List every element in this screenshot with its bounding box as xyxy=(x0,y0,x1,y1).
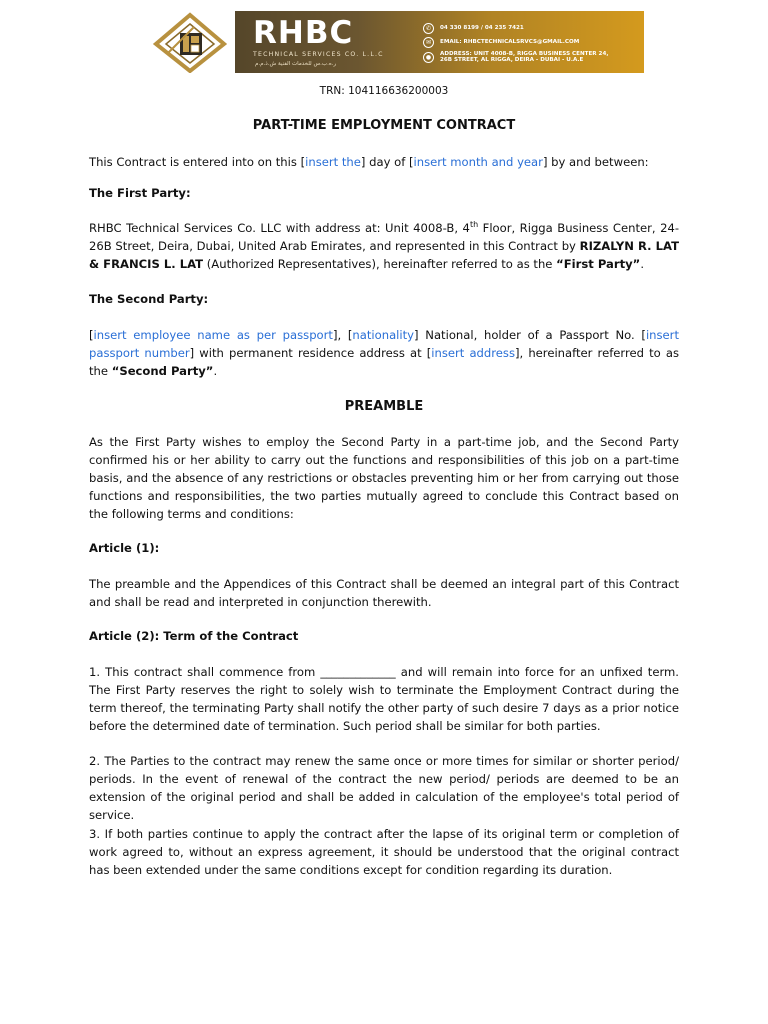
letterhead xyxy=(150,11,644,73)
phone-icon: ✆ xyxy=(423,23,434,34)
article-1-heading: Article (1): xyxy=(89,541,160,555)
email-icon: ✉ xyxy=(423,37,434,48)
address-line-2: 26B STREET, AL RIGGA, DEIRA - DUBAI - U.A.E xyxy=(440,57,584,64)
second-party-text-5: ], hereinafter referred to as the xyxy=(89,346,679,378)
first-party-text-3: (Authorized Representatives), hereinafter referred to as the xyxy=(203,257,557,271)
article-2-clause-3: 3. If both parties continue to apply the contract after the lapse of its original term or completion of work agreed to, without an express agreement, it should be understood that the original contract has been extended under the same conditions except for condition regarding its duration. xyxy=(89,827,679,877)
article-2-heading: Article (2): Term of the Contract xyxy=(89,629,299,643)
letterhead-banner xyxy=(235,11,644,73)
article-1-paragraph: The preamble and the Appendices of this Contract shall be deemed an integral part of this Contract and shall be read and interpreted in conjunction therewith. xyxy=(89,577,679,609)
second-party-heading: The Second Party: xyxy=(89,292,209,306)
address-line-1: ADDRESS: UNIT 4008-B, RIGGA BUSINESS CENTER 24, xyxy=(440,51,609,57)
representatives: RIZALYN R. LAT & FRANCIS L. LAT xyxy=(89,239,679,271)
intro-text-2: ] day of [ xyxy=(360,155,414,169)
first-party-sup: th xyxy=(469,220,479,230)
second-party-ref: “Second Party” xyxy=(111,364,214,378)
second-party-text-2: ], [ xyxy=(332,328,353,342)
month-year-placeholder: insert month and year xyxy=(413,155,543,169)
brand-arabic-name: ر.ه.ب.س للخدمات الفنية ش.ذ.م.م xyxy=(255,61,337,67)
second-party-paragraph xyxy=(89,326,679,380)
second-party-text-6: . xyxy=(213,364,218,378)
location-pin-icon: ● xyxy=(423,52,434,63)
intro-text-3: ] by and between: xyxy=(542,155,649,169)
preamble-heading: PREAMBLE xyxy=(344,399,424,414)
address-placeholder: insert address xyxy=(431,346,515,360)
employee-name-placeholder: insert employee name as per passport xyxy=(93,328,333,342)
article-2-clause-1: 1. This contract shall commence from _____________ and will remain into force for an unfixed term. The First Party reserves the right to solely wish to terminate the Employment Contract during the term thereof, the terminating Party shall notify the other party of such desire 7 days as a prior notice before the determined date of termination. Such period shall be similar for both parties. xyxy=(89,665,679,733)
company-logo xyxy=(150,11,234,73)
first-party-text-1: RHBC Technical Services Co. LLC with address at: Unit 4008-B, 4 xyxy=(89,221,470,235)
trn-number: TRN: 104116636200003 xyxy=(319,85,449,97)
email-row xyxy=(423,37,579,48)
day-placeholder: insert the xyxy=(305,155,361,169)
brand-name: RHBC xyxy=(253,15,354,51)
article-2-clause-2: 2. The Parties to the contract may renew the same once or more times for similar or shorter period/ periods. In the event of renewal of the contract the new period/ periods are deemed to be an extension of the original period and shall be added in calculation of the employee's total period of service. xyxy=(89,754,679,822)
email-text: EMAIL: RHBCTECHNICALSRVCS@GMAIL.COM xyxy=(440,39,580,46)
phone-text: 04 330 8199 / 04 235 7421 xyxy=(440,25,524,32)
passport-number-placeholder: insert passport number xyxy=(89,328,679,360)
second-party-text-1: [ xyxy=(89,328,94,342)
first-party-text-2: Floor, Rigga Business Center, 24-26B Street, Deira, Dubai, United Arab Emirates, and represented in this Contract by xyxy=(89,221,680,253)
phone-row xyxy=(423,23,524,34)
first-party-paragraph xyxy=(89,219,679,273)
address-row xyxy=(423,51,608,63)
document-title: PART-TIME EMPLOYMENT CONTRACT xyxy=(252,118,516,133)
intro-paragraph xyxy=(89,153,679,171)
first-party-text-4: . xyxy=(640,257,644,271)
first-party-ref: “First Party” xyxy=(556,257,641,271)
second-party-text-3: ] National, holder of a Passport No. [ xyxy=(414,328,646,342)
nationality-placeholder: nationality xyxy=(352,328,415,342)
second-party-text-4: ] with permanent residence address at [ xyxy=(189,346,432,360)
first-party-heading: The First Party: xyxy=(89,186,191,200)
preamble-paragraph: As the First Party wishes to employ the Second Party in a part-time job, and the Second Party confirmed his or her ability to carry out the functions and responsibilities of this job on a part-time basis, and the absence of any restrictions or obstacles preventing him or her from carrying out those functions and responsibilities, the two parties mutually agreed to conclude this Contract based on the following terms and conditions: xyxy=(89,435,679,521)
intro-text-1: This Contract is entered into on this [ xyxy=(89,155,306,169)
brand-subtitle: TECHNICAL SERVICES CO. L.L.C xyxy=(253,51,384,58)
